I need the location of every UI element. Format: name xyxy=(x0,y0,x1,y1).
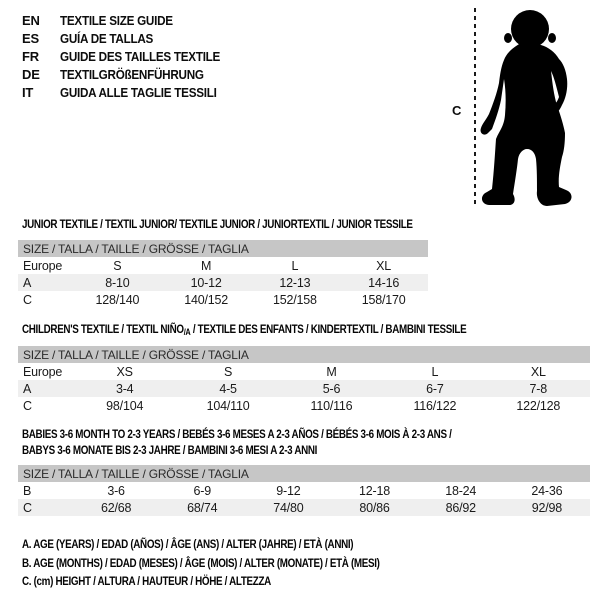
language-row xyxy=(22,66,238,84)
size-cell: 12-18 xyxy=(359,483,391,498)
size-cell: 152/158 xyxy=(272,292,317,307)
language-title: GUIDE DES TAILLES TEXTILE xyxy=(60,48,221,64)
row-label: C xyxy=(23,292,32,307)
baby-head xyxy=(511,10,549,48)
table-row-a xyxy=(18,274,428,291)
size-cell: 116/122 xyxy=(413,398,457,413)
toddler-silhouette-icon xyxy=(479,5,579,207)
language-title: GUIDA ALLE TAGLIE TESSILI xyxy=(60,85,217,101)
size-cell: 68/74 xyxy=(159,499,245,516)
row-label: A xyxy=(18,274,73,291)
size-cell: 74/80 xyxy=(245,499,331,516)
row-label: Europe xyxy=(23,364,63,379)
babies-size-table xyxy=(18,465,590,516)
title-subscript: /A xyxy=(183,327,191,337)
language-title: TEXTILE SIZE GUIDE xyxy=(60,12,173,28)
table-row-a xyxy=(18,380,590,397)
table-header-row xyxy=(18,346,590,363)
size-cell: 62/68 xyxy=(73,499,159,516)
baby-body xyxy=(481,43,572,206)
size-header-bar: SIZE / TALLA / TAILLE / GRÖSSE / TAGLIA xyxy=(18,465,590,482)
size-cell: XL xyxy=(530,364,546,379)
size-cell: 6-7 xyxy=(383,380,486,397)
size-cell: M xyxy=(201,258,212,273)
size-cell: 122/128 xyxy=(516,398,561,413)
measure-legend xyxy=(22,535,458,591)
baby-ear-left xyxy=(504,33,512,43)
section-title-junior: JUNIOR TEXTILE / TEXTIL JUNIOR/ TEXTILE JUNIOR / JUNIORTEXTIL / JUNIOR TESSILE xyxy=(22,217,413,231)
size-cell: 14-16 xyxy=(339,274,428,291)
title-line-1: BABIES 3-6 MONTH TO 2-3 YEARS / BEBÉS 3-6 MESES A 2-3 AÑOS / BÉBÉS 3-6 MOIS À 2-3 ANS / xyxy=(22,427,452,441)
size-cell: 3-6 xyxy=(107,483,125,498)
size-cell: XS xyxy=(116,364,133,379)
size-cell: 86/92 xyxy=(418,499,504,516)
row-label: C xyxy=(23,398,32,413)
table-row-b xyxy=(18,482,590,499)
size-cell: 128/140 xyxy=(95,292,140,307)
table-header-row xyxy=(18,465,590,482)
size-cell: 80/86 xyxy=(331,499,417,516)
language-title-list xyxy=(22,11,238,102)
language-row xyxy=(22,47,238,65)
size-header-bar: SIZE / TALLA / TAILLE / GRÖSSE / TAGLIA xyxy=(18,240,428,257)
language-row xyxy=(22,29,238,47)
row-label: A xyxy=(18,380,73,397)
language-title: TEXTILGRÖßENFÜHRUNG xyxy=(60,67,204,83)
language-code: IT xyxy=(22,85,34,101)
language-title: GUÍA DE TALLAS xyxy=(60,30,154,46)
table-row-europe xyxy=(18,257,428,274)
table-row-c xyxy=(18,291,428,308)
title-text: / TEXTILE DES ENFANTS / KINDERTEXTIL / BAMBINI TESSILE xyxy=(190,322,467,336)
language-row xyxy=(22,84,238,102)
size-cell: 24-36 xyxy=(531,483,563,498)
size-cell: 18-24 xyxy=(445,483,477,498)
size-cell: L xyxy=(291,258,299,273)
language-code: EN xyxy=(22,12,40,28)
title-text: CHILDREN'S TEXTILE / TEXTIL NIÑO xyxy=(22,322,184,336)
size-cell: 92/98 xyxy=(504,499,590,516)
size-cell: 158/170 xyxy=(361,292,406,307)
size-cell: 10-12 xyxy=(162,274,251,291)
section-title-children xyxy=(22,321,466,340)
height-measure-label: C xyxy=(452,103,462,118)
row-label: Europe xyxy=(23,258,63,273)
legend-line-b: B. AGE (MONTHS) / EDAD (MESES) / ÂGE (MOIS) / ALTER (MONATE) / ETÀ (MESI) xyxy=(22,555,380,570)
row-label: C xyxy=(18,499,73,516)
baby-ear-right xyxy=(548,33,556,43)
legend-line-c: C. (cm) HEIGHT / ALTURA / HAUTEUR / HÖHE / ALTEZZA xyxy=(22,574,271,589)
title-line-2: BABYS 3-6 MONATE BIS 2-3 JAHRE / BAMBINI 3-6 MESI A 2-3 ANNI xyxy=(22,443,318,457)
table-row-c xyxy=(18,397,590,414)
size-cell: 6-9 xyxy=(193,483,211,498)
size-cell: 9-12 xyxy=(276,483,301,498)
size-cell: L xyxy=(431,364,439,379)
table-row-europe xyxy=(18,363,590,380)
size-cell: M xyxy=(326,364,337,379)
language-code: ES xyxy=(22,30,39,46)
table-row-c xyxy=(18,499,590,516)
size-cell: S xyxy=(224,364,233,379)
size-header-bar: SIZE / TALLA / TAILLE / GRÖSSE / TAGLIA xyxy=(18,346,590,363)
size-cell: 5-6 xyxy=(280,380,383,397)
size-cell: S xyxy=(113,258,122,273)
language-code: FR xyxy=(22,48,39,64)
language-code: DE xyxy=(22,67,40,83)
table-header-row xyxy=(18,240,428,257)
size-cell: 140/152 xyxy=(184,292,229,307)
language-row xyxy=(22,11,238,29)
size-cell: 104/110 xyxy=(206,398,250,413)
height-measure-dashed-line xyxy=(474,8,476,208)
children-size-table xyxy=(18,346,590,414)
junior-size-table xyxy=(18,240,428,308)
row-label: B xyxy=(23,483,32,498)
size-cell: 4-5 xyxy=(176,380,279,397)
size-cell: 8-10 xyxy=(73,274,162,291)
size-cell: XL xyxy=(376,258,392,273)
size-cell: 7-8 xyxy=(487,380,590,397)
size-cell: 12-13 xyxy=(251,274,340,291)
section-title-babies xyxy=(22,426,452,458)
size-cell: 98/104 xyxy=(106,398,144,413)
size-cell: 3-4 xyxy=(73,380,176,397)
legend-line-a: A. AGE (YEARS) / EDAD (AÑOS) / ÂGE (ANS) / ALTER (JAHRE) / ETÀ (ANNI) xyxy=(22,537,354,551)
size-cell: 110/116 xyxy=(310,398,353,413)
